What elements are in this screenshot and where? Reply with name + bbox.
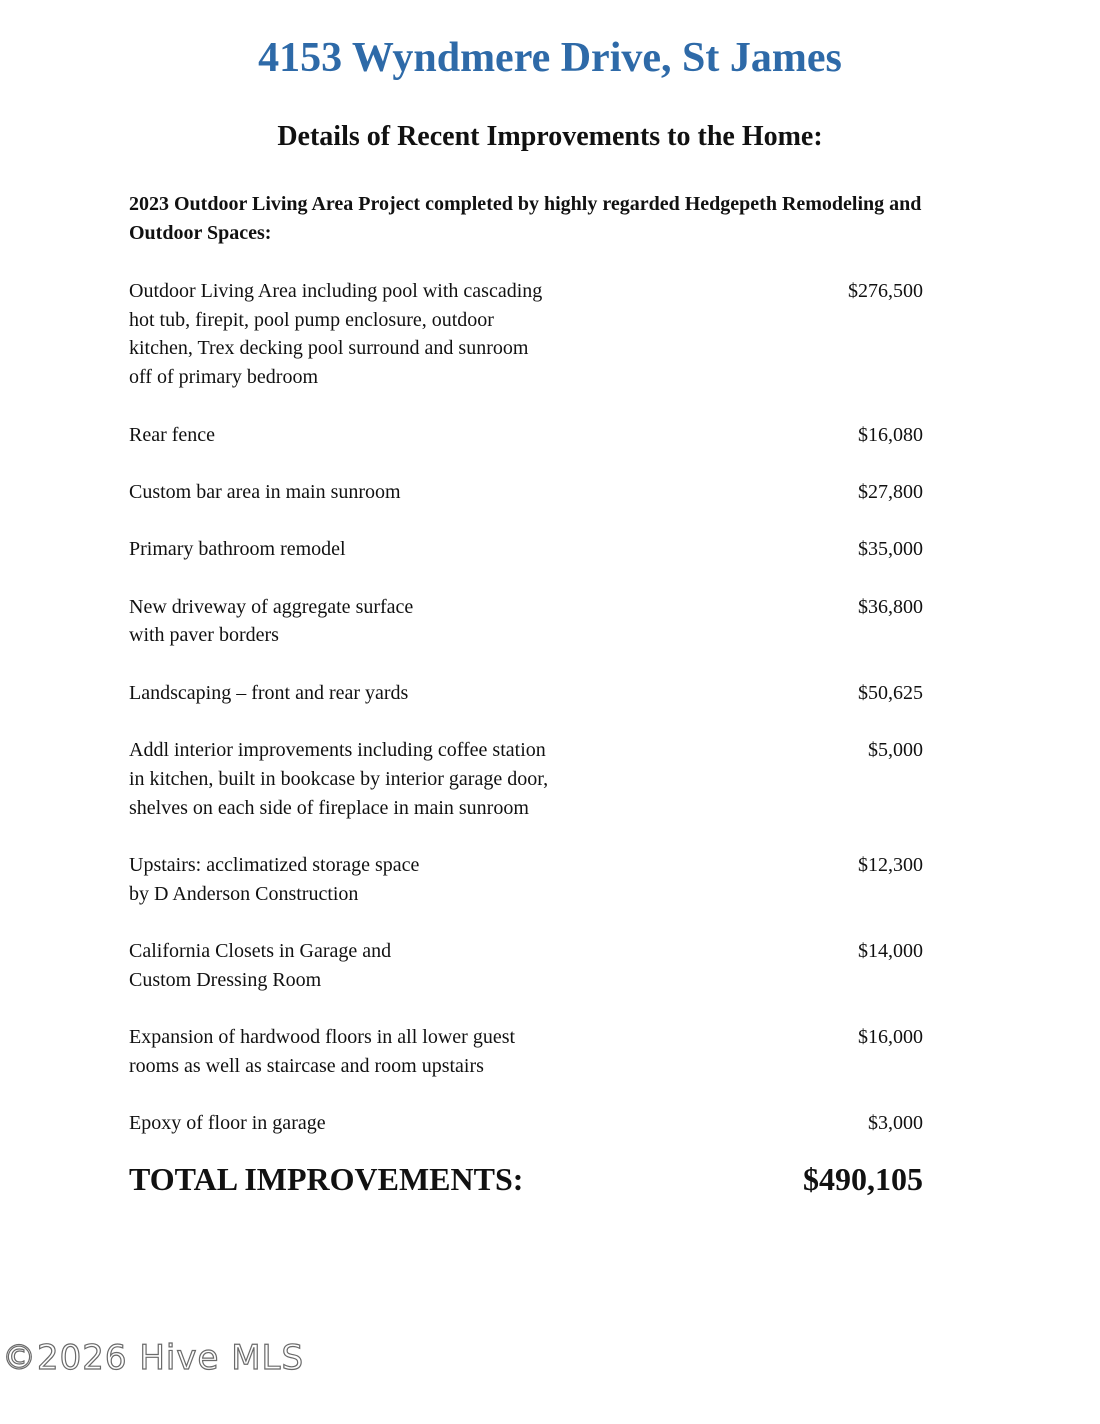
list-item xyxy=(129,1023,929,1080)
item-amount: $27,800 xyxy=(858,480,923,503)
list-item xyxy=(129,593,929,650)
item-amount: $276,500 xyxy=(848,280,923,302)
item-amount: $36,800 xyxy=(858,595,923,618)
item-description: Custom bar area in main sunroom xyxy=(129,480,401,503)
project-intro: 2023 Outdoor Living Area Project completed by highly regarded Hedgepeth Remodeling and Outdoor Spaces: xyxy=(129,193,922,244)
list-item xyxy=(129,535,929,564)
list-item xyxy=(129,937,929,994)
total-row xyxy=(129,1158,923,1200)
item-description: Landscaping – front and rear yards xyxy=(129,681,409,704)
item-amount: $12,300 xyxy=(858,853,923,876)
item-amount: $16,000 xyxy=(858,1026,923,1049)
item-amount: $14,000 xyxy=(858,940,923,963)
item-description: Primary bathroom remodel xyxy=(129,538,346,561)
list-item xyxy=(129,851,929,908)
copyright-watermark: ©2026 Hive MLS xyxy=(2,1338,305,1378)
list-item xyxy=(129,478,929,507)
item-description: Rear fence xyxy=(129,423,216,446)
item-description: California Closets in Garage and Custom Dressing Room xyxy=(129,940,392,991)
list-item xyxy=(129,1109,929,1138)
page-subtitle: Details of Recent Improvements to the Home: xyxy=(277,121,823,152)
item-amount: $50,625 xyxy=(858,681,923,704)
item-amount: $16,080 xyxy=(858,423,923,446)
improvements-list xyxy=(129,277,929,1167)
item-amount: $3,000 xyxy=(868,1112,923,1135)
item-description: New driveway of aggregate surface with paver borders xyxy=(129,595,414,647)
item-description: Outdoor Living Area including pool with cascading hot tub, firepit, pool pump enclosure, outdoor kitchen, Trex decking pool surround and sunroom off of primary bedroom xyxy=(129,280,543,389)
item-description: Upstairs: acclimatized storage space by D Anderson Construction xyxy=(129,853,420,905)
item-description: Addl interior improvements including coffee station in kitchen, built in bookcase by interior garage door, shelves on each side of fireplace in main sunroom xyxy=(129,739,549,819)
item-description: Epoxy of floor in garage xyxy=(129,1112,326,1135)
page-title: 4153 Wyndmere Drive, St James xyxy=(258,35,842,81)
item-amount: $35,000 xyxy=(858,538,923,561)
list-item xyxy=(129,277,929,392)
list-item xyxy=(129,736,929,822)
total-label: TOTAL IMPROVEMENTS: xyxy=(129,1161,524,1197)
list-item xyxy=(129,679,929,708)
item-amount: $5,000 xyxy=(868,739,923,762)
total-amount: $490,105 xyxy=(803,1161,923,1197)
list-item xyxy=(129,421,929,450)
item-description: Expansion of hardwood floors in all lower guest rooms as well as staircase and room upstairs xyxy=(129,1026,516,1077)
